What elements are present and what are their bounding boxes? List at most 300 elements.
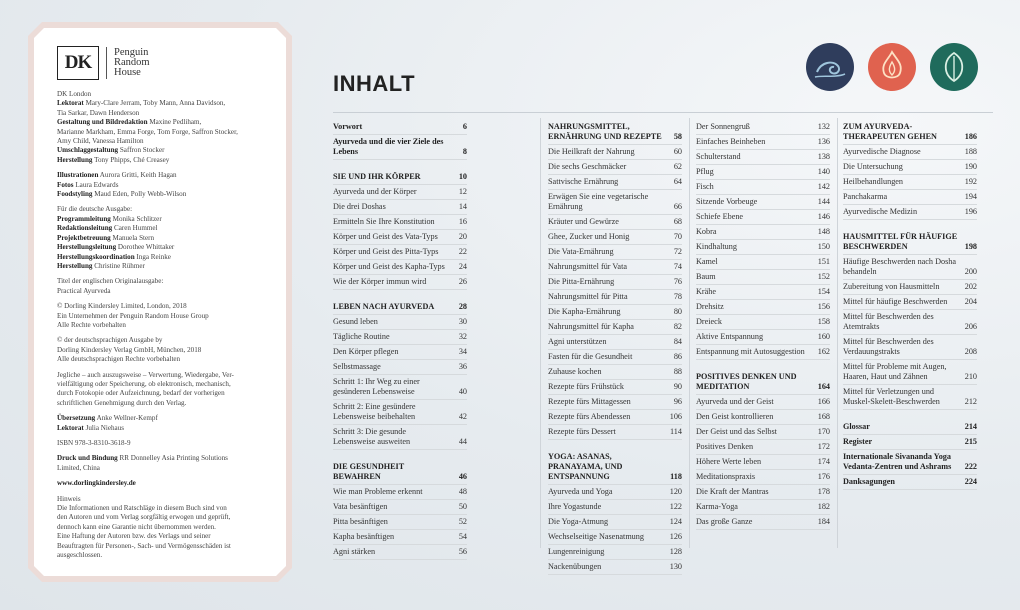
imprint-line	[57, 190, 269, 199]
toc-page-number: 50	[458, 502, 467, 511]
imprint-text: Für die deutsche Ausgabe:	[57, 205, 133, 214]
toc-entry-title: Schulterstand	[696, 152, 741, 161]
imprint-text: Tia Sarkar, Dawn Henderson	[57, 108, 140, 117]
toc-entry[interactable]	[696, 135, 830, 150]
toc-entry[interactable]	[333, 545, 467, 560]
toc-entry[interactable]	[843, 385, 977, 410]
toc-entry[interactable]	[696, 255, 830, 270]
imprint-text: RR Donnelley Asia Printing Solutions	[117, 454, 228, 463]
toc-page-number: 200	[964, 267, 977, 276]
toc-entry[interactable]	[333, 185, 467, 200]
imprint-text: Christine Rühmer	[92, 261, 145, 270]
toc-entry-title: Fisch	[696, 182, 714, 191]
toc-entry-title: Ayurvedische Medizin	[843, 207, 918, 216]
toc-page-number: 198	[964, 242, 977, 251]
toc-page-number: 6	[462, 122, 467, 131]
toc-entry[interactable]	[548, 190, 682, 215]
title-rule	[333, 112, 993, 113]
toc-entry-title: Rezepte fürs Frühstück	[548, 382, 624, 391]
toc-entry[interactable]	[548, 175, 682, 190]
toc-entry[interactable]	[696, 210, 830, 225]
toc-entry[interactable]	[696, 345, 830, 360]
toc-entry[interactable]	[696, 315, 830, 330]
imprint-text: Jegliche – auch auszugsweise – Verwertung, Wiedergabe, Ver-	[57, 370, 234, 379]
toc-entry[interactable]	[548, 275, 682, 290]
toc-entry-title: SIE UND IHR KÖRPER	[333, 172, 421, 181]
toc-page-number: 20	[458, 232, 467, 241]
imprint-line	[57, 321, 269, 330]
imprint-line	[57, 389, 269, 398]
imprint-line	[57, 243, 269, 252]
imprint-text: Hinweis	[57, 494, 81, 503]
toc-entry-title: Die Kraft der Mantras	[696, 487, 769, 496]
toc-entry-title: Die Heilkraft der Nahrung	[548, 147, 635, 156]
toc-entry-title: Mittel für Beschwerden des Verdauungstrakts	[843, 337, 934, 356]
toc-entry-title: Agni unterstützen	[548, 337, 607, 346]
toc-entry[interactable]	[843, 310, 977, 335]
imprint-line	[57, 109, 269, 118]
imprint-block	[57, 277, 269, 296]
toc-page-number: 16	[458, 217, 467, 226]
toc-entry[interactable]	[696, 395, 830, 410]
toc-entry[interactable]	[333, 500, 467, 515]
toc-entry-title: Agni stärken	[333, 547, 376, 556]
toc-entry[interactable]	[843, 255, 977, 280]
toc-entry[interactable]	[333, 260, 467, 275]
toc-entry[interactable]	[333, 215, 467, 230]
toc-page-number: 90	[673, 382, 682, 391]
publisher-name	[114, 48, 150, 78]
toc-entry[interactable]	[548, 260, 682, 275]
logo-divider	[106, 47, 107, 79]
column-divider	[837, 118, 838, 548]
toc-page-number: 44	[458, 437, 467, 446]
toc-entry-title: Die drei Doshas	[333, 202, 386, 211]
toc-page-number: 124	[669, 517, 682, 526]
toc-entry-title: Vata besänftigen	[333, 502, 388, 511]
toc-entry-title: Den Körper pflegen	[333, 347, 399, 356]
imprint-text: Saffron Stocker	[118, 146, 165, 155]
toc-entry[interactable]	[548, 425, 682, 440]
column-divider	[540, 118, 541, 548]
toc-entry-title: Körper und Geist des Pitta-Typs	[333, 247, 439, 256]
imprint-block	[57, 171, 269, 199]
toc-entry-title: Mittel für Probleme mit Augen, Haaren, Haut und Zähnen	[843, 362, 947, 381]
toc-entry-title: Der Geist und das Selbst	[696, 427, 777, 436]
toc-page-number: 46	[458, 472, 467, 481]
toc-entry[interactable]	[696, 410, 830, 425]
toc-page-number: 212	[964, 397, 977, 406]
imprint-line	[57, 464, 269, 473]
toc-entry-title: Wie man Probleme erkennt	[333, 487, 423, 496]
toc-entry[interactable]	[333, 375, 467, 400]
toc-entry-title: Heilbehandlungen	[843, 177, 904, 186]
toc-entry[interactable]	[843, 205, 977, 220]
toc-entry[interactable]	[548, 290, 682, 305]
toc-entry-title: Aktive Entspannung	[696, 332, 764, 341]
toc-entry[interactable]	[548, 350, 682, 365]
toc-entry[interactable]	[548, 215, 682, 230]
toc-page-number: 48	[458, 487, 467, 496]
toc-entry-title: Nackenübungen	[548, 562, 602, 571]
toc-entry-title: Nahrungsmittel für Vata	[548, 262, 627, 271]
imprint-line	[57, 399, 269, 408]
pitta-fire-icon	[867, 42, 917, 92]
imprint-text: Die Informationen und Ratschläge in diesem Buch sind von	[57, 504, 227, 513]
toc-page-number: 30	[458, 317, 467, 326]
imprint-text: Laura Edwards	[73, 180, 119, 189]
toc-entry[interactable]	[548, 395, 682, 410]
imprint-text: Eine Haftung der Autoren bzw. des Verlags und seiner	[57, 532, 211, 541]
toc-entry[interactable]	[696, 470, 830, 485]
toc-page-number: 28	[458, 302, 467, 311]
toc-entry-title: Sattvische Ernährung	[548, 177, 619, 186]
toc-entry-title: Schritt 2: Eine gesündere Lebensweise beibehalten	[333, 402, 416, 421]
imprint-text: Tony Phipps, Ché Creasey	[92, 155, 170, 164]
imprint-blocks	[57, 90, 269, 560]
imprint-block	[57, 479, 269, 488]
toc-entry-title: Sitzende Vorbeuge	[696, 197, 758, 206]
toc-page-number: 160	[817, 332, 830, 341]
toc-entry[interactable]	[548, 320, 682, 335]
toc-entry-title: DIE GESUNDHEIT BEWAHREN	[333, 462, 405, 481]
toc-page-number: 194	[964, 192, 977, 201]
imprint-text: Alle Rechte vorbehalten	[57, 320, 126, 329]
toc-entry[interactable]	[548, 365, 682, 380]
toc-page-number: 86	[673, 352, 682, 361]
toc-page-number: 130	[669, 562, 682, 571]
imprint-role-label: Projektbetreuung	[57, 233, 111, 242]
toc-section-heading[interactable]	[696, 370, 830, 395]
toc-page-number: 22	[458, 247, 467, 256]
imprint-line	[57, 371, 269, 380]
imprint-line	[57, 380, 269, 389]
column-divider	[689, 118, 690, 548]
toc-entry[interactable]	[333, 400, 467, 425]
toc-entry-title: LEBEN NACH AYURVEDA	[333, 302, 435, 311]
toc-entry[interactable]	[843, 335, 977, 360]
toc-entry[interactable]	[548, 410, 682, 425]
toc-page-number: 88	[673, 367, 682, 376]
toc-entry-title: Karma-Yoga	[696, 502, 738, 511]
toc-entry[interactable]	[696, 500, 830, 515]
toc-entry-title: Nahrungsmittel für Pitta	[548, 292, 628, 301]
toc-entry[interactable]	[696, 330, 830, 345]
toc-page-number: 174	[817, 457, 830, 466]
toc-page-number: 204	[964, 297, 977, 306]
toc-page-number: 202	[964, 282, 977, 291]
toc-entry[interactable]	[548, 485, 682, 500]
toc-column-1	[333, 120, 467, 560]
imprint-text: Ein Unternehmen der Penguin Random House Group	[57, 311, 209, 320]
imprint-text: Monika Schlitzer	[110, 214, 162, 223]
toc-entry-title: Danksagungen	[843, 477, 895, 486]
toc-entry[interactable]	[696, 425, 830, 440]
toc-entry[interactable]	[696, 285, 830, 300]
toc-entry-title: ZUM AYURVEDA-THERAPEUTEN GEHEN	[843, 122, 937, 141]
toc-entry-title: Internationale Sivananda Yoga Vedanta-Zentren und Ashrams	[843, 452, 952, 471]
toc-entry-title: Ayurvedische Diagnose	[843, 147, 921, 156]
toc-section-heading[interactable]	[548, 450, 682, 485]
toc-entry-title: Krähe	[696, 287, 717, 296]
toc-section-heading[interactable]	[333, 300, 467, 315]
toc-entry-title: Ayurveda und Yoga	[548, 487, 613, 496]
toc-page-number: 158	[817, 317, 830, 326]
toc-page-number: 144	[817, 197, 830, 206]
publisher-logo	[57, 44, 269, 82]
imprint-role-label: Herstellungskoordination	[57, 252, 135, 261]
toc-entry[interactable]	[696, 485, 830, 500]
toc-entry[interactable]	[843, 360, 977, 385]
imprint-line	[57, 146, 269, 155]
imprint-text: den Autoren und vom Verlag sorgfältig erwogen und geprüft,	[57, 513, 231, 522]
imprint-text: Aurora Gritti, Keith Hagan	[98, 171, 177, 180]
toc-entry[interactable]	[548, 245, 682, 260]
imprint-role-label: Umschlaggestaltung	[57, 146, 119, 155]
toc-entry[interactable]	[843, 160, 977, 175]
imprint-role-label: Druck und Bindung	[57, 454, 118, 463]
toc-page-number: 80	[673, 307, 682, 316]
toc-entry-title: Die Kapha-Ernährung	[548, 307, 621, 316]
toc-entry-title: Häufige Beschwerden nach Dosha behandeln	[843, 257, 956, 276]
toc-page-number: 126	[669, 532, 682, 541]
toc-entry-title: Schiefe Ebene	[696, 212, 744, 221]
toc-entry[interactable]	[333, 315, 467, 330]
toc-entry[interactable]	[696, 195, 830, 210]
toc-section-heading[interactable]	[843, 230, 977, 255]
toc-entry-title: HAUSMITTEL FÜR HÄUFIGE BESCHWERDEN	[843, 232, 958, 251]
toc-page-number: 118	[670, 472, 682, 481]
imprint-text: © Dorling Kindersley Limited, London, 2018	[57, 302, 187, 311]
toc-section-gap	[843, 220, 977, 230]
toc-entry-title: Register	[843, 437, 873, 446]
imprint-line	[57, 454, 269, 463]
toc-page-number: 106	[669, 412, 682, 421]
toc-page-number: 166	[817, 397, 830, 406]
toc-section-heading[interactable]	[548, 120, 682, 145]
toc-entry[interactable]	[843, 145, 977, 160]
toc-page-number: 214	[964, 422, 977, 431]
toc-entry[interactable]	[696, 300, 830, 315]
imprint-text: Amy Child, Vanessa Hamilton	[57, 137, 144, 146]
toc-entry[interactable]	[333, 530, 467, 545]
publisher-name-line: Random	[114, 57, 150, 68]
toc-page-number: 82	[673, 322, 682, 331]
toc-entry[interactable]	[333, 230, 467, 245]
toc-entry-title: Panchakarma	[843, 192, 888, 201]
vata-air-icon	[805, 42, 855, 92]
toc-entry[interactable]	[548, 335, 682, 350]
imprint-text: Titel der englischen Originalausgabe:	[57, 277, 164, 286]
toc-page-number: 154	[817, 287, 830, 296]
toc-entry[interactable]	[843, 450, 977, 475]
toc-page-number: 206	[964, 322, 977, 331]
toc-entry-title: Entspannung mit Autosuggestion	[696, 347, 805, 356]
imprint-line	[57, 312, 269, 321]
imprint-line	[57, 137, 269, 146]
toc-section-gap	[696, 360, 830, 370]
toc-entry[interactable]	[333, 200, 467, 215]
imprint-line	[57, 287, 269, 296]
toc-entry[interactable]	[696, 240, 830, 255]
toc-entry[interactable]	[843, 420, 977, 435]
imprint-line	[57, 181, 269, 190]
toc-section-gap	[843, 410, 977, 420]
toc-page-number: 66	[673, 202, 682, 211]
toc-entry[interactable]	[548, 515, 682, 530]
toc-entry-title: POSITIVES DENKEN UND MEDITATION	[696, 372, 797, 391]
toc-page-number: 10	[458, 172, 467, 181]
toc-entry[interactable]	[548, 145, 682, 160]
toc-entry[interactable]	[333, 345, 467, 360]
toc-page-number: 210	[964, 372, 977, 381]
imprint-role-label: Gestaltung und Bildredaktion	[57, 118, 148, 127]
toc-entry[interactable]	[696, 120, 830, 135]
toc-entry[interactable]	[548, 545, 682, 560]
toc-page-number: 224	[964, 477, 977, 486]
toc-entry-title: Rezepte fürs Mittagessen	[548, 397, 631, 406]
toc-entry-title: Baum	[696, 272, 716, 281]
imprint-text: Dorothee Whittaker	[116, 243, 175, 252]
toc-page-number: 8	[462, 147, 467, 156]
toc-entry-title: Kapha besänftigen	[333, 532, 395, 541]
toc-entry[interactable]	[843, 190, 977, 205]
toc-entry-title: Drehsitz	[696, 302, 724, 311]
toc-entry[interactable]	[333, 135, 467, 160]
toc-page-number: 122	[669, 502, 682, 511]
imprint-line	[57, 355, 269, 364]
imprint-text: ausgeschlossen.	[57, 551, 103, 560]
imprint-text: Maud Eden, Polly Webb-Wilson	[92, 190, 187, 199]
imprint-text	[57, 44, 269, 566]
toc-entry[interactable]	[696, 515, 830, 530]
toc-entry[interactable]	[696, 165, 830, 180]
toc-entry-title: Zuhause kochen	[548, 367, 602, 376]
toc-entry[interactable]	[333, 245, 467, 260]
toc-entry-title: Ayurveda und der Körper	[333, 187, 417, 196]
toc-page-number: 215	[964, 437, 977, 446]
toc-entry-title: Die Vata-Ernährung	[548, 247, 614, 256]
imprint-text: Manuela Stern	[110, 233, 155, 242]
imprint-line	[57, 277, 269, 286]
toc-entry[interactable]	[333, 275, 467, 290]
toc-entry[interactable]	[548, 230, 682, 245]
toc-page-number: 136	[817, 137, 830, 146]
toc-entry-title: Rezepte fürs Abendessen	[548, 412, 631, 421]
toc-page-number: 222	[964, 462, 977, 471]
imprint-line	[57, 513, 269, 522]
toc-entry[interactable]	[843, 175, 977, 190]
toc-entry[interactable]	[696, 455, 830, 470]
toc-page-number: 68	[673, 217, 682, 226]
imprint-line	[57, 336, 269, 345]
toc-entry[interactable]	[333, 515, 467, 530]
toc-page-number: 168	[817, 412, 830, 421]
toc-entry[interactable]	[333, 360, 467, 375]
imprint-role-label: Herstellung	[57, 261, 93, 270]
toc-entry-title: NAHRUNGSMITTEL, ERNÄHRUNG UND REZEPTE	[548, 122, 662, 141]
toc-entry[interactable]	[696, 225, 830, 240]
imprint-line	[57, 224, 269, 233]
toc-section-heading[interactable]	[333, 460, 467, 485]
toc-entry-title: Höhere Werte leben	[696, 457, 762, 466]
toc-entry[interactable]	[548, 160, 682, 175]
toc-entry[interactable]	[843, 280, 977, 295]
toc-entry-title: Die Yoga-Atmung	[548, 517, 609, 526]
toc-page-number: 170	[817, 427, 830, 436]
imprint-role-label: Herstellung	[57, 155, 93, 164]
toc-entry[interactable]	[843, 435, 977, 450]
imprint-block	[57, 495, 269, 561]
toc-page-number: 54	[458, 532, 467, 541]
toc-entry-title: Körper und Geist des Kapha-Typs	[333, 262, 445, 271]
toc-entry-title: Positives Denken	[696, 442, 754, 451]
toc-entry[interactable]	[548, 500, 682, 515]
toc-entry[interactable]	[548, 560, 682, 575]
toc-entry[interactable]	[333, 330, 467, 345]
toc-entry[interactable]	[333, 120, 467, 135]
toc-entry-title: Rezepte fürs Dessert	[548, 427, 616, 436]
imprint-text: Inga Reinke	[134, 252, 171, 261]
toc-page-number: 32	[458, 332, 467, 341]
toc-entry[interactable]	[548, 305, 682, 320]
toc-page-number: 58	[673, 132, 682, 141]
imprint-line	[57, 532, 269, 541]
toc-page-number: 146	[817, 212, 830, 221]
toc-page-number: 56	[458, 547, 467, 556]
toc-entry[interactable]	[696, 270, 830, 285]
toc-entry-title: Ayurveda und die vier Ziele des Lebens	[333, 137, 444, 156]
toc-page-number: 72	[673, 247, 682, 256]
imprint-text: Anke Wellner-Kempf	[95, 414, 158, 423]
toc-entry-title: Ihre Yogastunde	[548, 502, 602, 511]
imprint-line	[57, 90, 269, 99]
imprint-line	[57, 215, 269, 224]
imprint-block	[57, 336, 269, 364]
imprint-text: Julia Niehaus	[83, 423, 124, 432]
toc-page-number: 184	[817, 517, 830, 526]
toc-entry-title: Pflug	[696, 167, 714, 176]
toc-entry[interactable]	[333, 485, 467, 500]
toc-page-number: 172	[817, 442, 830, 451]
toc-page-number: 64	[673, 177, 682, 186]
toc-entry[interactable]	[548, 380, 682, 395]
toc-page-number: 12	[458, 187, 467, 196]
toc-column-3	[696, 120, 830, 530]
toc-entry[interactable]	[548, 530, 682, 545]
toc-page-number: 78	[673, 292, 682, 301]
imprint-line	[57, 542, 269, 551]
imprint-text: Dorling Kindersley Verlag GmbH, München, 2018	[57, 345, 202, 354]
imprint-line	[57, 424, 269, 433]
toc-page-number: 36	[458, 362, 467, 371]
toc-section-heading[interactable]	[333, 170, 467, 185]
toc-entry[interactable]	[843, 295, 977, 310]
toc-section-gap	[333, 160, 467, 170]
toc-entry-title: Glossar	[843, 422, 870, 431]
toc-entry-title: Kobra	[696, 227, 717, 236]
toc-entry[interactable]	[696, 150, 830, 165]
toc-entry[interactable]	[333, 425, 467, 450]
imprint-role-label: Lektorat	[57, 423, 84, 432]
imprint-role-label: Programmleitung	[57, 214, 111, 223]
dk-logo: DK	[57, 46, 99, 80]
toc-section-heading[interactable]	[843, 120, 977, 145]
toc-entry[interactable]	[843, 475, 977, 490]
toc-entry[interactable]	[696, 440, 830, 455]
toc-entry[interactable]	[696, 180, 830, 195]
imprint-line	[57, 253, 269, 262]
